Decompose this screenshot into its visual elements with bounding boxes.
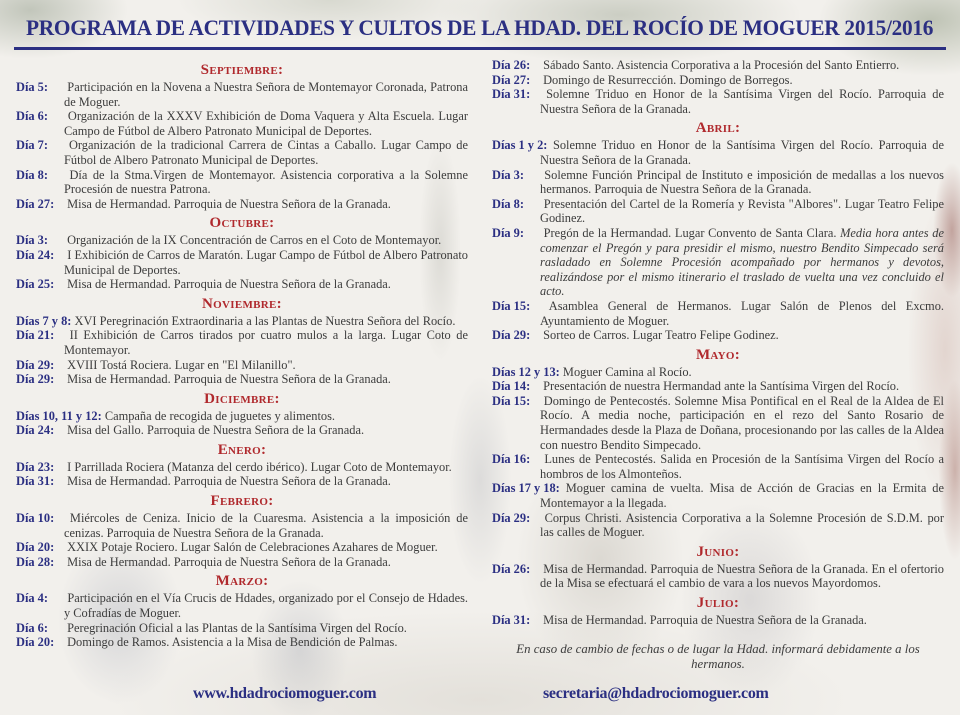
month-header: Abril: xyxy=(695,120,741,137)
schedule-entry xyxy=(16,138,468,167)
month-section xyxy=(492,595,944,628)
schedule-entry xyxy=(492,394,944,452)
entry-description: Organización de la XXXV Exhibición de Doma Vaquera y Alta Escuela. Lugar Campo de Fútbol de Albero Patronato Municipal de Deportes. xyxy=(64,109,468,138)
entry-description: Misa de Hermandad. Parroquia de Nuestra Señora de la Granada. xyxy=(543,613,867,627)
entry-description: Miércoles de Ceniza. Inicio de la Cuaresma. Asistencia a la imposición de cenizas. Parroquia de Nuestra Señora de la Granada. xyxy=(64,511,468,540)
entry-day-label: Día 31: xyxy=(492,613,531,627)
entry-description: Participación en el Vía Crucis de Hdades, organizado por el Consejo de Hdades. y Cofradías de Moguer. xyxy=(64,591,468,621)
schedule-entry xyxy=(16,423,468,438)
month-header: Julio: xyxy=(696,595,740,611)
entry-day-label: Día 31: xyxy=(492,87,531,102)
entry-day-label: Día 20: xyxy=(16,540,55,555)
entry-day-label: Día 26: xyxy=(492,58,531,72)
schedule-entry xyxy=(492,481,944,510)
schedule-entry xyxy=(16,474,468,489)
entry-description: Pregón de la Hermandad. Lugar Convento de Santa Clara. Media hora antes de comenzar el Pregón y para presidir el mismo, nuestro Bendito Simpecado será rasladado en Solemne Procesión acompañado por hermanos y devotos, realizándose por el mismo itinerario el traslado de vuelta una vez concluido el acto. xyxy=(540,225,944,299)
entry-day-label: Día 10: xyxy=(16,511,55,526)
schedule-entry xyxy=(16,358,468,373)
month-header: Septiembre: xyxy=(200,62,284,78)
entry-day-label: Días 12 y 13: xyxy=(492,364,560,379)
entry-day-label: Día 5: xyxy=(16,80,49,94)
schedule-entry xyxy=(16,555,468,570)
entry-description: Asamblea General de Hermanos. Lugar Salón de Plenos del Excmo. Ayuntamiento de Moguer. xyxy=(540,298,944,328)
entry-day-label: Día 27: xyxy=(16,196,55,211)
entry-description: Domingo de Pentecostés. Solemne Misa Pontifical en el Real de la Aldea de El Rocío. A media noche, participación en el rezo del Santo Rosario de Hermandades desde la Plaza de Doñana, procesionando por las calles de la Aldea con nuestro Bendito Simpecado. xyxy=(540,393,944,452)
entry-day-label: Día 27: xyxy=(492,72,531,87)
month-header: Febrero: xyxy=(210,493,274,510)
entry-description: I Exhibición de Carros de Maratón. Lugar Campo de Fútbol de Albero Patronato Municipal de Deportes. xyxy=(64,247,468,277)
entry-day-label: Día 28: xyxy=(16,554,55,569)
entry-day-label: Días 10, 11 y 12: xyxy=(16,408,102,423)
month-header: Enero: xyxy=(217,441,267,458)
month-section xyxy=(492,347,944,540)
month-header: Marzo: xyxy=(215,573,269,590)
entry-day-label: Días 7 y 8: xyxy=(16,313,72,328)
entry-day-label: Día 29: xyxy=(492,510,531,525)
entry-description: Lunes de Pentecostés. Salida en Procesión de la Santísima Virgen del Rocío a hombros de los Almonteños. xyxy=(540,452,944,481)
schedule-entry xyxy=(16,197,468,212)
entry-description: II Exhibición de Carros tirados por cuatro mulos a la larga. Lugar Coto de Montemayor. xyxy=(64,328,468,357)
entry-day-label: Día 7: xyxy=(16,138,49,153)
schedule-column-right xyxy=(492,58,944,672)
schedule-entry xyxy=(16,591,468,620)
entry-description: Presentación de nuestra Hermandad ante la Santísima Virgen del Rocío. xyxy=(543,379,900,394)
entry-day-label: Día 16: xyxy=(492,452,531,467)
entry-description: Participación en la Novena a Nuestra Señora de Montemayor Coronada, Patrona de Moguer. xyxy=(64,80,468,109)
entry-day-label: Día 9: xyxy=(492,225,525,240)
entry-description: Corpus Christi. Asistencia Corporativa a la Solemne Procesión de S.D.M. por las calles de Moguer. xyxy=(540,510,944,540)
entry-day-label: Día 21: xyxy=(16,328,55,343)
month-section xyxy=(16,442,468,489)
entry-day-label: Día 15: xyxy=(492,298,531,313)
month-header: Noviembre: xyxy=(202,295,282,312)
schedule-entry xyxy=(492,138,944,167)
entry-day-label: Día 4: xyxy=(16,591,49,606)
schedule-entry xyxy=(492,87,944,116)
schedule-entry xyxy=(492,511,944,540)
entry-description: Presentación del Cartel de la Romería y Revista "Albores". Lugar Teatro Felipe Godinez. xyxy=(540,196,944,226)
entry-description: Moguer Camina al Rocío. xyxy=(562,364,692,379)
schedule-entry xyxy=(492,613,944,628)
schedule-entry xyxy=(492,197,944,226)
entry-description: Sábado Santo. Asistencia Corporativa a la Procesión del Santo Entierro. xyxy=(543,58,900,72)
entry-day-label: Día 3: xyxy=(492,167,525,182)
schedule-entry xyxy=(16,621,468,636)
schedule-entry xyxy=(16,233,468,248)
schedule-entry xyxy=(492,328,944,343)
entry-description: Sorteo de Carros. Lugar Teatro Felipe Godinez. xyxy=(543,328,779,343)
entry-description: Misa de Hermandad. Parroquia de Nuestra Señora de la Granada. xyxy=(67,277,391,292)
month-header: Junio: xyxy=(696,543,740,560)
entry-day-label: Días 1 y 2: xyxy=(492,138,548,153)
entry-description: Misa de Hermandad. Parroquia de Nuestra Señora de la Granada. xyxy=(67,474,391,489)
entry-day-label: Día 26: xyxy=(492,561,531,576)
entry-description: XVIII Tostá Rociera. Lugar en "El Milanillo". xyxy=(67,357,296,372)
website-text: www.hdadrociomoguer.com xyxy=(193,685,377,702)
schedule-entry xyxy=(16,80,468,109)
schedule-entry xyxy=(16,328,468,357)
entry-description: Peregrinación Oficial a las Plantas de la Santísima Virgen del Rocío. xyxy=(67,620,407,635)
entry-description: Solemne Función Principal de Instituto e imposición de medallas a los nuevos hermanos. Parroquia de Nuestra Señora de la Granada. xyxy=(540,167,944,197)
schedule-entry xyxy=(492,452,944,481)
entry-day-label: Día 14: xyxy=(492,379,531,394)
entry-day-label: Día 31: xyxy=(16,474,55,489)
entry-day-label: Día 3: xyxy=(16,233,49,248)
entry-day-label: Día 24: xyxy=(16,247,55,262)
entry-description: I Parrillada Rociera (Matanza del cerdo ibérico). Lugar Coto de Montemayor. xyxy=(67,459,452,474)
entry-description: Domingo de Ramos. Asistencia a la Misa de Bendición de Palmas. xyxy=(67,635,398,650)
schedule-entry xyxy=(492,168,944,197)
entry-description: XVI Peregrinación Extraordinaria a las Plantas de Nuestra Señora del Rocío. xyxy=(74,313,456,328)
month-header: Octubre: xyxy=(209,215,275,232)
email-text: secretaria@hdadrociomoguer.com xyxy=(543,685,769,702)
schedule-entry xyxy=(16,540,468,555)
month-section xyxy=(492,58,944,116)
month-header: Mayo: xyxy=(695,346,741,363)
schedule-entry xyxy=(492,226,944,299)
entry-description: Campaña de recogida de juguetes y alimentos. xyxy=(104,408,336,423)
entry-description: XXIX Potaje Rociero. Lugar Salón de Celebraciones Azahares de Moguer. xyxy=(67,540,438,555)
schedule-entry xyxy=(492,365,944,380)
entry-description: Misa del Gallo. Parroquia de Nuestra Señora de la Granada. xyxy=(67,423,365,438)
entry-day-label: Día 25: xyxy=(16,277,55,292)
schedule-entry xyxy=(492,299,944,328)
entry-description: Organización de la tradicional Carrera de Cintas a Caballo. Lugar Campo de Fútbol de Albero Patronato Municipal de Deportes. xyxy=(64,138,468,167)
entry-italic-note: Media hora antes de comenzar el Pregón y para presidir el mismo, nuestro Bendito Simpecado será rasladado en Solemne Procesión acompañado por hermanos y devotos, realizándose por el mismo itinerario el traslado de vuelta una vez concluido el acto. xyxy=(540,225,944,299)
schedule-entry xyxy=(16,635,468,650)
entry-day-label: Día 6: xyxy=(16,620,49,635)
schedule-entry xyxy=(16,314,468,329)
schedule-entry xyxy=(492,73,944,88)
schedule-entry xyxy=(16,409,468,424)
entry-day-label: Día 20: xyxy=(16,635,55,650)
schedule-columns xyxy=(0,56,960,672)
page-title: PROGRAMA DE ACTIVIDADES Y CULTOS DE LA HDAD. DEL ROCÍO DE MOGUER 2015/2016 xyxy=(26,15,934,40)
schedule-entry xyxy=(16,460,468,475)
entry-day-label: Día 29: xyxy=(492,328,531,343)
entry-day-label: Día 8: xyxy=(16,167,49,182)
schedule-entry xyxy=(16,372,468,387)
entry-day-label: Día 29: xyxy=(16,372,55,387)
change-disclaimer-note: En caso de cambio de fechas o de lugar la Hdad. informará debidamente a los hermanos. xyxy=(516,641,920,671)
entry-description: Misa de Hermandad. Parroquia de Nuestra Señora de la Granada. En el ofertorio de la Misa se efectuará el cambio de vara a los nuevos Mayordomos. xyxy=(540,561,944,591)
schedule-entry xyxy=(16,277,468,292)
entry-day-label: Día 15: xyxy=(492,393,531,408)
schedule-entry xyxy=(492,379,944,394)
entry-day-label: Día 29: xyxy=(16,357,55,372)
entry-description: Misa de Hermandad. Parroquia de Nuestra Señora de la Granada. xyxy=(67,372,391,387)
entry-description: Misa de Hermandad. Parroquia de Nuestra Señora de la Granada. xyxy=(67,554,391,569)
schedule-column-left xyxy=(16,58,468,672)
schedule-entry xyxy=(16,511,468,540)
month-section xyxy=(16,573,468,649)
entry-day-label: Día 23: xyxy=(16,459,55,474)
entry-day-label: Día 6: xyxy=(16,109,49,124)
month-section xyxy=(16,215,468,291)
entry-description: Moguer camina de vuelta. Misa de Acción de Gracias en la Ermita de Montemayor a la llegada. xyxy=(540,481,944,511)
entry-description: Organización de la IX Concentración de Carros en el Coto de Montemayor. xyxy=(67,233,442,248)
month-section xyxy=(16,493,468,569)
entry-description: Día de la Stma.Virgen de Montemayor. Asistencia corporativa a la Solemne Procesión de nuestra Patrona. xyxy=(64,167,468,197)
title-divider xyxy=(14,47,946,50)
month-header: Diciembre: xyxy=(204,390,280,407)
month-section xyxy=(16,391,468,438)
month-section xyxy=(492,120,944,342)
schedule-entry xyxy=(16,109,468,138)
schedule-entry xyxy=(16,168,468,197)
entry-day-label: Día 24: xyxy=(16,423,55,438)
entry-description: Domingo de Resurrección. Domingo de Borregos. xyxy=(543,72,793,87)
entry-day-label: Día 8: xyxy=(492,196,525,211)
month-section xyxy=(492,544,944,591)
entry-day-label: Días 17 y 18: xyxy=(492,481,560,496)
month-section xyxy=(16,62,468,211)
month-section xyxy=(16,296,468,387)
entry-description: Misa de Hermandad. Parroquia de Nuestra Señora de la Granada. xyxy=(67,196,391,211)
schedule-entry xyxy=(492,562,944,591)
schedule-entry xyxy=(492,58,944,73)
entry-description: Solemne Triduo en Honor de la Santísima Virgen del Rocío. Parroquia de Nuestra Señora de la Granada. xyxy=(540,138,944,167)
entry-description: Solemne Triduo en Honor de la Santísima Virgen del Rocío. Parroquia de Nuestra Señora de la Granada. xyxy=(540,87,944,116)
schedule-entry xyxy=(16,248,468,277)
